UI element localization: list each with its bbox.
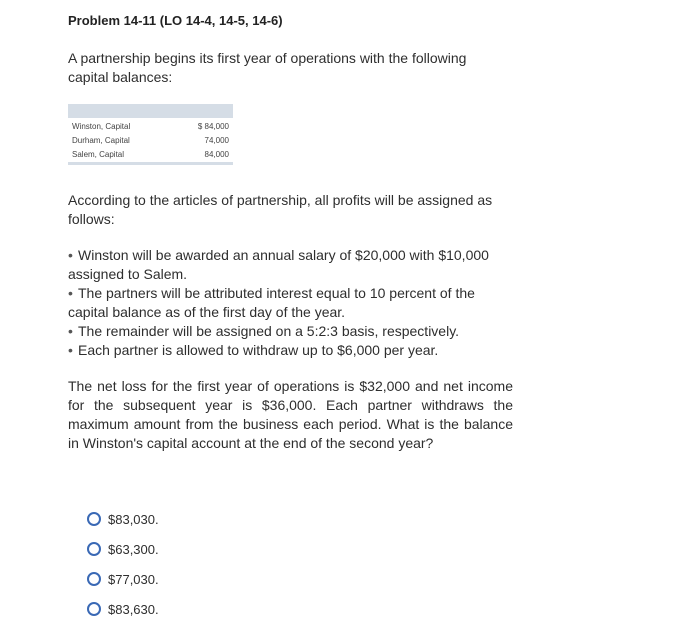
problem-title: Problem 14-11 (LO 14-4, 14-5, 14-6): [68, 13, 283, 28]
answer-option-a[interactable]: [87, 504, 159, 534]
answer-option-c[interactable]: [87, 564, 159, 594]
radio-button-icon[interactable]: [87, 512, 101, 526]
table-row: [68, 118, 233, 134]
capital-amount: 74,000: [204, 136, 229, 145]
answer-options: [87, 504, 159, 624]
answer-option-label: $63,300.: [108, 541, 159, 557]
partner-name: Durham, Capital: [72, 136, 130, 145]
radio-button-icon[interactable]: [87, 542, 101, 556]
partner-name: Winston, Capital: [72, 122, 131, 131]
partner-name: Salem, Capital: [72, 150, 125, 159]
list-item: • The remainder will be assigned on a 5:2:3 basis, respectively.: [68, 322, 513, 341]
answer-option-label: $83,030.: [108, 511, 159, 527]
answer-option-label: $83,630.: [108, 601, 159, 617]
table-header-row: [68, 104, 233, 118]
list-item: • Each partner is allowed to withdraw up to $6,000 per year.: [68, 341, 513, 360]
table-row: [68, 134, 233, 148]
list-item: • Winston will be awarded an annual salary of $20,000 with $10,000 assigned to Salem.: [68, 246, 513, 284]
table-footer-rule: [68, 164, 233, 166]
table-row: [68, 148, 233, 164]
articles-intro-text: According to the articles of partnership, all profits will be assigned as follows:: [68, 192, 493, 227]
capital-amount: 84,000: [204, 150, 229, 159]
capital-amount: $ 84,000: [197, 122, 229, 131]
question-text: The net loss for the first year of operations is $32,000 and net income for the subsequent year is $36,000. Each partner withdraws the maximum amount from the business each period. What is the balance in Winston's capital account at the end of the second year?: [68, 378, 513, 451]
answer-option-b[interactable]: [87, 534, 159, 564]
capital-balances-table: [68, 104, 233, 165]
radio-button-icon[interactable]: [87, 602, 101, 616]
profit-rules-list: [68, 246, 513, 360]
list-item: • The partners will be attributed interest equal to 10 percent of the capital balance as of the first day of the year.: [68, 284, 513, 322]
intro-text: A partnership begins its first year of operations with the following capital balances:: [68, 50, 467, 85]
answer-option-label: $77,030.: [108, 571, 159, 587]
radio-button-icon[interactable]: [87, 572, 101, 586]
answer-option-d[interactable]: [87, 594, 159, 624]
